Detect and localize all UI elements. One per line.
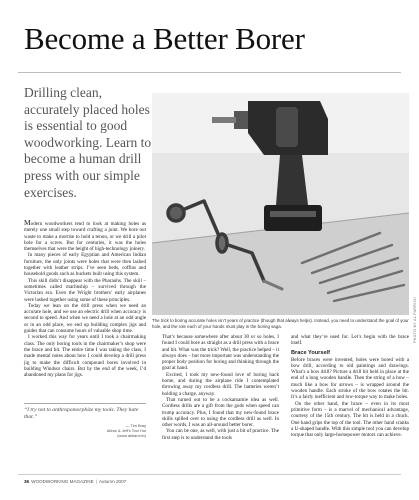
pull-quote [24, 403, 146, 438]
body-paragraph: Before braces were invented, holes were bored with a bow drill, according to old paintings and drawings. What’s a bow drill? Picture a drill bit held in place at the end of a long wooden handle. Then the string of a bow – much like a bow for arrows – is wrapped around the wooden handle. Each stroke of the bow rotates the bit. It’s a fairly inefficient and low-torque way to make holes. [291, 356, 409, 401]
page-title: Become a Better Borer [24, 21, 305, 56]
body-paragraph: That’s because somewhere after about 30 or so holes, I found I could bore as straight as a drill press with a brace and bit. What was the trick? Well, the practice helped – it always does – but more important was understanding the proper body position for boring and thinking through the goal at hand. [162, 334, 279, 372]
body-paragraph: Today we lean on the drill press when we need an accurate hole, and we use an electric drill when accuracy is second to speed. And when we need a hole at an odd angle or in an odd place, we end up building complex jigs and guides that can consume hours of valuable shop time. [24, 302, 146, 335]
body-column-2 [162, 334, 279, 441]
issue-date: Autumn 2007 [98, 479, 127, 484]
body-column-1 [24, 220, 146, 378]
section-subhead: Brace Yourself [291, 349, 330, 356]
body-paragraph: Modern woodworkers tend to look at making holes as merely one small step toward crafting a joint. We bore out waste to make a mortise to hold a tenon, or we drill a pilot hole for a screw. But for centuries, it was the holes themselves that were the height of high-technology joinery. [24, 218, 146, 253]
photo-credit: PHOTO BY AL PARRISH [413, 297, 417, 343]
footer-rule [18, 474, 401, 475]
pull-quote-text: “I try not to anthropomorphize my tools. They hate that.” [24, 407, 139, 420]
body-paragraph: You can be one, as well, with just a bit of practice. The first step is to understand the tools [162, 428, 279, 441]
publication-name: WOODWORKING MAGAZINE [31, 479, 94, 484]
drill-and-brace-photo [152, 93, 409, 315]
body-paragraph: In many pieces of early Egyptian and American Indian furniture, the only joints were holes that were then lashed together with leather strips. I’ve seen beds, coffins and household goods such as buckets built using this system. [24, 252, 146, 278]
body-paragraph: Excited, I took my new-found love of boring back home, and during the airplane ride I contemplated throwing away my cordless drill. The batteries weren’t holding a charge, anyway. [162, 371, 279, 397]
body-paragraph: I worked this way for years until I took a chairmaking class. The only boring tools in the chairmaker’s shop were the brace and bit. The entire time I was taking the class, I made mental notes about how I could develop a drill press jig to make the difficult compound bores involved in building Windsor chairs. But by the end of the week, I’d abandoned my plans for jigs. [24, 334, 146, 379]
page-number: 36 [24, 479, 30, 484]
body-paragraph: This skill didn’t disappear with the Pharaohs. The skill – sometimes called marlinship – survived through the Victorian era. Even the Wright brothers’ early airplanes were lashed together using some of these principles. [24, 277, 146, 303]
page-footer [24, 479, 126, 484]
title-rule [18, 72, 401, 73]
body-paragraph: and what they’re used for. Let’s begin with the brace itself. [291, 334, 409, 347]
footer-separator: | [95, 479, 97, 484]
body-paragraph: On the other hand, the brace – even in its most primitive form – is a marvel of mechanical advantage, courtesy of the 15th century. The bit is held in a chuck. One hand grips the top of the tool. The other hand cranks a U-shaped handle. With this simple tool you can develop torque that only large-horsepower motors can achieve. [291, 400, 409, 439]
drop-cap: M [24, 218, 31, 227]
photo-caption: The trick to boring accurate holes isn’t years of practice (though that always helps). Instead, you need to understand the goal of your hole, and the role each of your hands must play in the boring saga. [152, 318, 409, 329]
article-deck: Drilling clean, accurately placed holes is essential to good woodworking. Learn to become a human drill press with our simple exercises. [24, 85, 152, 200]
body-column-3 [291, 334, 409, 438]
pull-quote-attribution: — Tim Bray Akbar & Jeff’s Tool Hut (www.akbar.info) [106, 423, 146, 438]
body-paragraph: That turned out to be a cockamamie idea as well. Cordless drills are a gift from the gods when speed can trump accuracy. Plus, I found that my new-found brace skills spilled over to using the cordless drill as well. In other words, I was an all-around better borer. [162, 396, 279, 429]
